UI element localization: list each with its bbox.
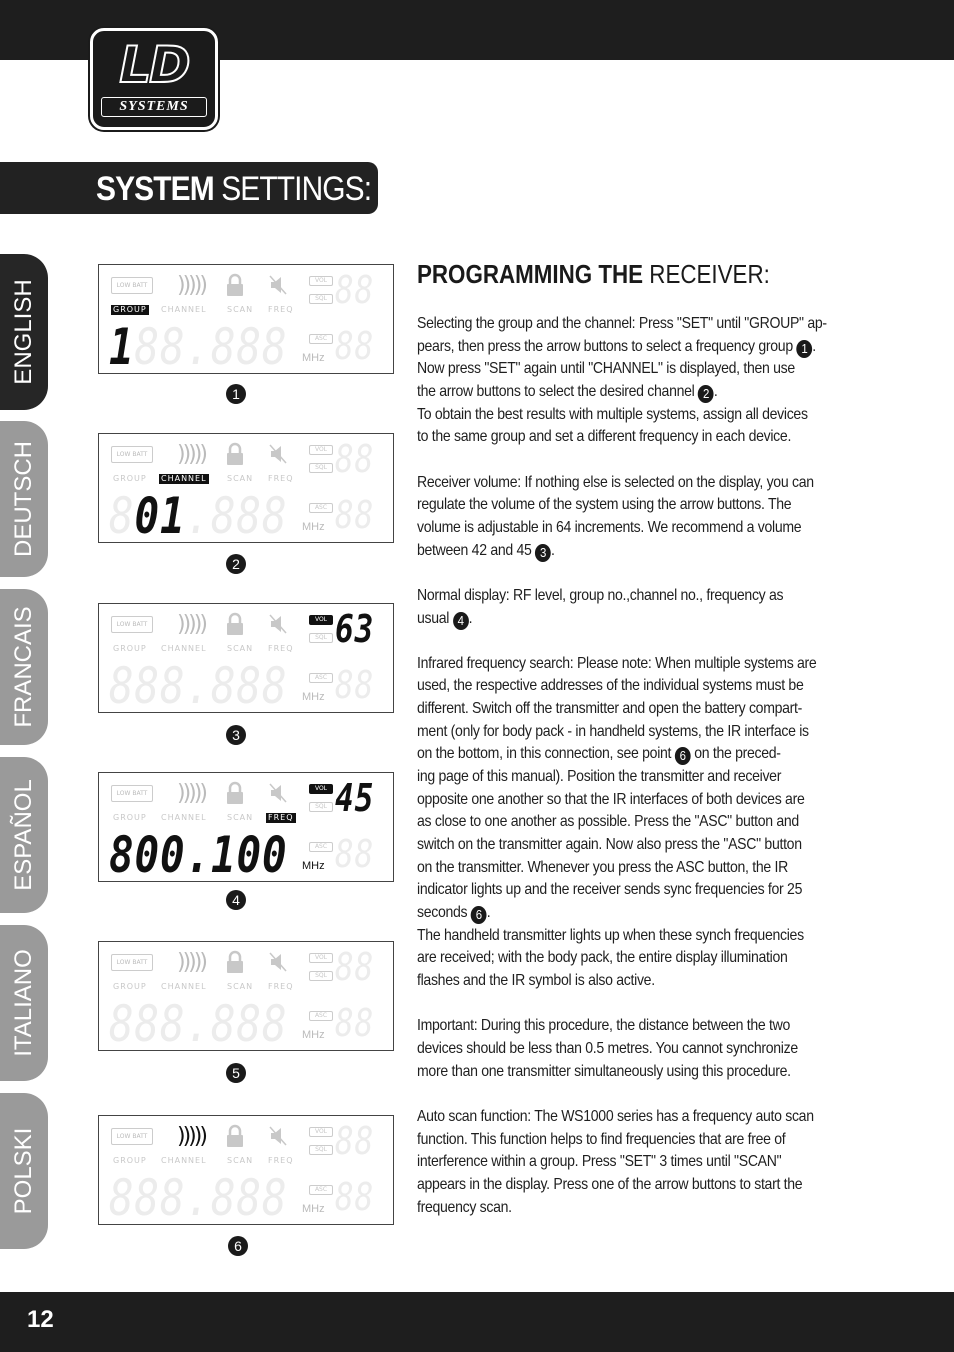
text-run: Auto scan function: The WS1000 series has a frequency auto scan	[417, 1107, 814, 1125]
rf-level-icon: )))))	[177, 612, 205, 637]
text-run: Receiver volume: If nothing else is selected on the display, you can	[417, 473, 814, 491]
lcd-channel-label: CHANNEL	[161, 474, 207, 483]
lcd-frequency-digits: 188.888	[109, 318, 288, 376]
lcd-frequency-digits: 888.888	[109, 995, 288, 1053]
lcd-group-label: GROUP	[113, 982, 147, 991]
lock-icon	[227, 273, 243, 297]
text-run: ment (only for body pack - in handheld systems, the IR interface is	[417, 722, 809, 740]
section-title-bold: SYSTEM	[96, 170, 214, 208]
lock-icon	[227, 950, 243, 974]
text-line	[417, 1197, 804, 1220]
lcd-mhz-label: MHz	[302, 691, 325, 703]
lock-icon	[227, 781, 243, 805]
inline-figure-badge: 6	[675, 747, 691, 765]
ld-systems-logo	[90, 28, 218, 130]
lcd-scan-label: SCAN	[227, 813, 254, 822]
lcd-channel-digits: 88	[335, 1001, 375, 1045]
lcd-scan-label: SCAN	[227, 305, 254, 314]
text-line	[417, 721, 809, 744]
low-batt-indicator: LOW BATT	[111, 446, 153, 463]
logo-systems-text: SYSTEMS	[101, 97, 207, 117]
rf-level-icon: )))))	[177, 1124, 205, 1149]
lcd-frequency-digits: 888.888	[109, 657, 288, 715]
mute-speaker-icon	[269, 1126, 287, 1146]
lcd-volume-digits: 88	[335, 945, 375, 989]
low-batt-indicator: LOW BATT	[111, 616, 153, 633]
lcd-lit-digit: 1	[211, 826, 237, 884]
lcd-display-5	[98, 941, 394, 1051]
text-run: interference within a group. Press "SET" 3 times until "SCAN"	[417, 1153, 782, 1171]
lock-icon	[227, 442, 243, 466]
text-run: pears, then press the arrow buttons to select a frequency group	[417, 337, 797, 355]
lcd-display-4	[98, 772, 394, 882]
logo-ld-text: LD	[119, 36, 189, 94]
lcd-channel-digits: 88	[335, 663, 375, 707]
language-tab-polski[interactable]	[0, 1093, 48, 1249]
section-title-light: SETTINGS:	[213, 170, 372, 208]
text-line	[417, 404, 808, 427]
mute-speaker-icon	[269, 952, 287, 972]
lcd-vol-label: VOL	[309, 784, 333, 794]
low-batt-indicator: LOW BATT	[111, 1128, 153, 1145]
instructions-text	[417, 313, 857, 1219]
lcd-channel-label: CHANNEL	[161, 982, 207, 991]
inline-figure-badge: 3	[535, 544, 551, 562]
paragraph-gap	[417, 1083, 857, 1106]
lcd-frequency-digits: 888.888	[109, 1169, 288, 1227]
mute-speaker-icon	[269, 783, 287, 803]
lcd-scan-label: SCAN	[227, 982, 254, 991]
text-run: To obtain the best results with multiple systems, assign all devices	[417, 405, 808, 423]
text-run: Selecting the group and the channel: Press "SET" until "GROUP" ap-	[417, 315, 827, 332]
lcd-lit-digit: 3	[354, 607, 375, 651]
lcd-vol-label: VOL	[309, 953, 333, 963]
text-line	[417, 1129, 804, 1152]
mute-speaker-icon	[269, 614, 287, 634]
lcd-scan-label: SCAN	[227, 1156, 254, 1165]
language-tab-label: DEUTSCH	[10, 440, 37, 558]
lcd-lit-digit: 0	[236, 826, 263, 884]
lcd-vol-label: VOL	[309, 445, 333, 455]
text-line	[417, 1038, 804, 1061]
text-line	[417, 811, 804, 834]
lcd-lit-digit: 1	[160, 487, 186, 545]
lcd-display-6	[98, 1115, 394, 1225]
lcd-volume-digits: 88	[335, 437, 375, 481]
lcd-asc-label: ASC	[309, 842, 333, 852]
heading-light: RECEIVER:	[643, 259, 770, 289]
text-run: .	[468, 609, 473, 627]
text-line	[417, 653, 817, 676]
text-line	[417, 947, 804, 970]
low-batt-indicator: LOW BATT	[111, 785, 153, 802]
lcd-lit-digit: 8	[109, 826, 135, 884]
text-run: function. This function helps to find frequencies that are free of	[417, 1130, 786, 1148]
text-line	[417, 426, 804, 449]
text-run: Infrared frequency search: Please note: When multiple systems are	[417, 654, 817, 672]
lcd-freq-label: FREQ	[268, 813, 294, 822]
lcd-group-label: GROUP	[113, 305, 147, 314]
text-line	[417, 925, 804, 948]
footer-bar	[0, 1292, 954, 1352]
rf-level-icon: )))))	[177, 950, 205, 975]
language-tab-label: POLSKI	[10, 1127, 37, 1215]
mute-speaker-icon	[269, 444, 287, 464]
text-line	[417, 608, 804, 631]
inline-figure-badge: 2	[698, 385, 714, 403]
lcd-asc-label: ASC	[309, 673, 333, 683]
rf-level-icon: )))))	[177, 273, 205, 298]
lcd-display-1	[98, 264, 394, 374]
text-run: the arrow buttons to select the desired channel	[417, 382, 699, 400]
lcd-scan-label: SCAN	[227, 474, 254, 483]
lcd-sql-label: SQL	[309, 971, 333, 981]
lcd-lit-digit: .	[185, 826, 212, 884]
lcd-volume-digits	[335, 776, 375, 820]
figure-number-badge: 5	[226, 1063, 246, 1083]
lcd-display-3	[98, 603, 394, 713]
text-run: Important: During this procedure, the distance between the two	[417, 1017, 791, 1035]
lcd-channel-digits: 88	[335, 1175, 375, 1219]
text-run: on the preced-	[690, 745, 781, 763]
lcd-group-label: GROUP	[113, 813, 147, 822]
text-run: flashes and the IR symbol is also active.	[417, 971, 655, 989]
language-tab-español[interactable]	[0, 757, 48, 913]
lcd-freq-label: FREQ	[268, 474, 294, 483]
text-line	[417, 857, 804, 880]
text-run: volume is adjustable in 64 increments. We recommend a volume	[417, 518, 802, 536]
figure-number-badge: 2	[226, 554, 246, 574]
text-line	[417, 902, 804, 925]
lcd-asc-label: ASC	[309, 334, 333, 344]
text-run: .	[486, 904, 491, 922]
text-run: switch on the transmitter again. Now also press the "ASC" button	[417, 836, 802, 854]
text-line	[417, 675, 804, 698]
text-line	[417, 472, 814, 495]
text-run: .	[550, 541, 555, 559]
lcd-volume-digits	[335, 607, 375, 651]
text-run: used, the respective addresses of the individual systems must be	[417, 677, 804, 695]
text-run: appears in the display. Press one of the arrow buttons to start the	[417, 1175, 803, 1193]
language-tab-francais[interactable]	[0, 589, 48, 745]
lcd-lit-digit: 0	[262, 826, 288, 884]
lcd-lit-digit: 0	[134, 487, 161, 545]
text-line	[417, 970, 804, 993]
lcd-sql-label: SQL	[309, 802, 333, 812]
text-run: The handheld transmitter lights up when these synch frequencies	[417, 926, 804, 944]
text-run: indicator lights up and the receiver sends sync frequencies for 25	[417, 881, 803, 899]
lcd-sql-label: SQL	[309, 294, 333, 304]
text-run: more than one transmitter simultaneously using this procedure.	[417, 1062, 791, 1080]
text-run: as close to one another as possible. Press the "ASC" button and	[417, 813, 799, 831]
lcd-lit-digit: 0	[134, 826, 161, 884]
lcd-volume-digits: 88	[335, 1119, 375, 1163]
text-line	[417, 1061, 804, 1084]
text-line	[417, 1174, 804, 1197]
lcd-lit-digit: 0	[160, 826, 186, 884]
lcd-channel-label: CHANNEL	[161, 305, 207, 314]
rf-level-icon: )))))	[177, 442, 205, 467]
inline-figure-badge: 6	[471, 906, 487, 924]
lcd-asc-label: ASC	[309, 1011, 333, 1021]
text-run: .	[713, 382, 718, 400]
lcd-mhz-label: MHz	[302, 1203, 325, 1215]
text-line	[417, 336, 816, 359]
text-line	[417, 1151, 804, 1174]
text-run: regulate the volume of the system using the arrow buttons. The	[417, 496, 792, 514]
text-run: on the bottom, in this connection, see point	[417, 745, 675, 763]
text-line	[417, 1106, 814, 1129]
lock-icon	[227, 1124, 243, 1148]
text-run: usual	[417, 609, 453, 627]
mute-speaker-icon	[269, 275, 287, 295]
lcd-asc-label: ASC	[309, 1185, 333, 1195]
lcd-vol-label: VOL	[309, 276, 333, 286]
language-tab-deutsch[interactable]	[0, 421, 48, 577]
lcd-vol-label: VOL	[309, 1127, 333, 1137]
lcd-channel-label: CHANNEL	[161, 644, 207, 653]
paragraph-gap	[417, 630, 857, 653]
lock-icon	[227, 612, 243, 636]
text-run: frequency scan.	[417, 1198, 512, 1216]
lcd-freq-label: FREQ	[268, 305, 294, 314]
figure-number-badge: 6	[228, 1236, 248, 1256]
language-tab-italiano[interactable]	[0, 925, 48, 1081]
lcd-vol-label: VOL	[309, 615, 333, 625]
text-line	[417, 494, 804, 517]
heading-bold: PROGRAMMING THE	[417, 259, 644, 289]
section-title	[96, 170, 371, 208]
text-line	[417, 381, 804, 404]
lcd-channel-digits: 88	[335, 324, 375, 368]
text-line	[417, 766, 804, 789]
lcd-freq-label: FREQ	[268, 644, 294, 653]
low-batt-indicator: LOW BATT	[111, 954, 153, 971]
text-run: devices should be less than 0.5 metres. You cannot synchronize	[417, 1039, 798, 1057]
figure-number-badge: 1	[226, 384, 246, 404]
lcd-lit-digit: 6	[335, 607, 355, 651]
lcd-mhz-label: MHz	[302, 521, 325, 533]
lcd-lit-digit: 5	[354, 776, 375, 820]
section-title-bar	[0, 162, 378, 214]
language-tab-english[interactable]	[0, 254, 48, 410]
lcd-mhz-label: MHz	[302, 352, 325, 364]
text-line	[417, 834, 804, 857]
lcd-group-label: GROUP	[113, 644, 147, 653]
text-run: seconds	[417, 904, 471, 922]
language-tab-label: FRANCAIS	[10, 606, 37, 728]
lcd-display-2	[98, 433, 394, 543]
paragraph-gap	[417, 449, 857, 472]
lcd-sql-label: SQL	[309, 1145, 333, 1155]
text-run: Normal display: RF level, group no.,channel no., frequency as	[417, 586, 784, 604]
lcd-group-label: GROUP	[113, 474, 147, 483]
text-run: are received; with the body pack, the entire display illumination	[417, 949, 788, 967]
lcd-frequency-digits: 801.888	[109, 487, 288, 545]
lcd-volume-digits: 88	[335, 268, 375, 312]
text-line	[417, 585, 804, 608]
lcd-channel-label: CHANNEL	[161, 813, 207, 822]
text-run: different. Switch off the transmitter and open the battery compart-	[417, 700, 803, 718]
lcd-channel-label: CHANNEL	[161, 1156, 207, 1165]
lcd-lit-digit: 4	[335, 776, 355, 820]
inline-figure-badge: 1	[796, 340, 812, 358]
inline-figure-badge: 4	[453, 612, 469, 630]
language-tab-label: ITALIANO	[10, 949, 37, 1057]
lcd-channel-digits: 88	[335, 493, 375, 537]
text-run: on the transmitter. Whenever you press the ASC button, the IR	[417, 858, 788, 876]
text-line	[417, 879, 804, 902]
low-batt-indicator: LOW BATT	[111, 277, 153, 294]
text-line	[417, 789, 804, 812]
text-run: Now press "SET" again until "CHANNEL" is displayed, then use	[417, 360, 795, 378]
lcd-mhz-label: MHz	[302, 860, 325, 872]
text-line	[417, 517, 804, 540]
lcd-sql-label: SQL	[309, 463, 333, 473]
figure-number-badge: 4	[226, 890, 246, 910]
lcd-freq-label: FREQ	[268, 982, 294, 991]
language-tab-label: ESPAÑOL	[10, 779, 37, 891]
lcd-mhz-label: MHz	[302, 1029, 325, 1041]
lcd-channel-digits: 88	[335, 832, 375, 876]
lcd-frequency-digits	[109, 826, 288, 884]
paragraph-gap	[417, 562, 857, 585]
lcd-scan-label: SCAN	[227, 644, 254, 653]
rf-level-icon: )))))	[177, 781, 205, 806]
paragraph-gap	[417, 993, 857, 1016]
text-line	[417, 743, 804, 766]
lcd-group-label: GROUP	[113, 1156, 147, 1165]
lcd-sql-label: SQL	[309, 633, 333, 643]
page-number: 12	[27, 1306, 54, 1333]
figure-number-badge: 3	[226, 725, 246, 745]
text-line	[417, 1015, 804, 1038]
language-tab-label: ENGLISH	[10, 279, 37, 385]
text-line	[417, 358, 804, 381]
section-heading	[417, 258, 770, 290]
text-line	[417, 540, 804, 563]
text-line	[417, 313, 827, 336]
text-run: ing page of this manual). Position the transmitter and receiver	[417, 768, 782, 786]
lcd-asc-label: ASC	[309, 503, 333, 513]
text-run: opposite one another so that the IR interfaces of both devices are	[417, 790, 805, 808]
lcd-lit-digit: 1	[109, 318, 135, 376]
lcd-freq-label: FREQ	[268, 1156, 294, 1165]
text-run: .	[812, 337, 816, 355]
text-run: between 42 and 45	[417, 541, 536, 559]
text-run: to the same group and set a different frequency in each device.	[417, 428, 792, 446]
text-line	[417, 698, 804, 721]
